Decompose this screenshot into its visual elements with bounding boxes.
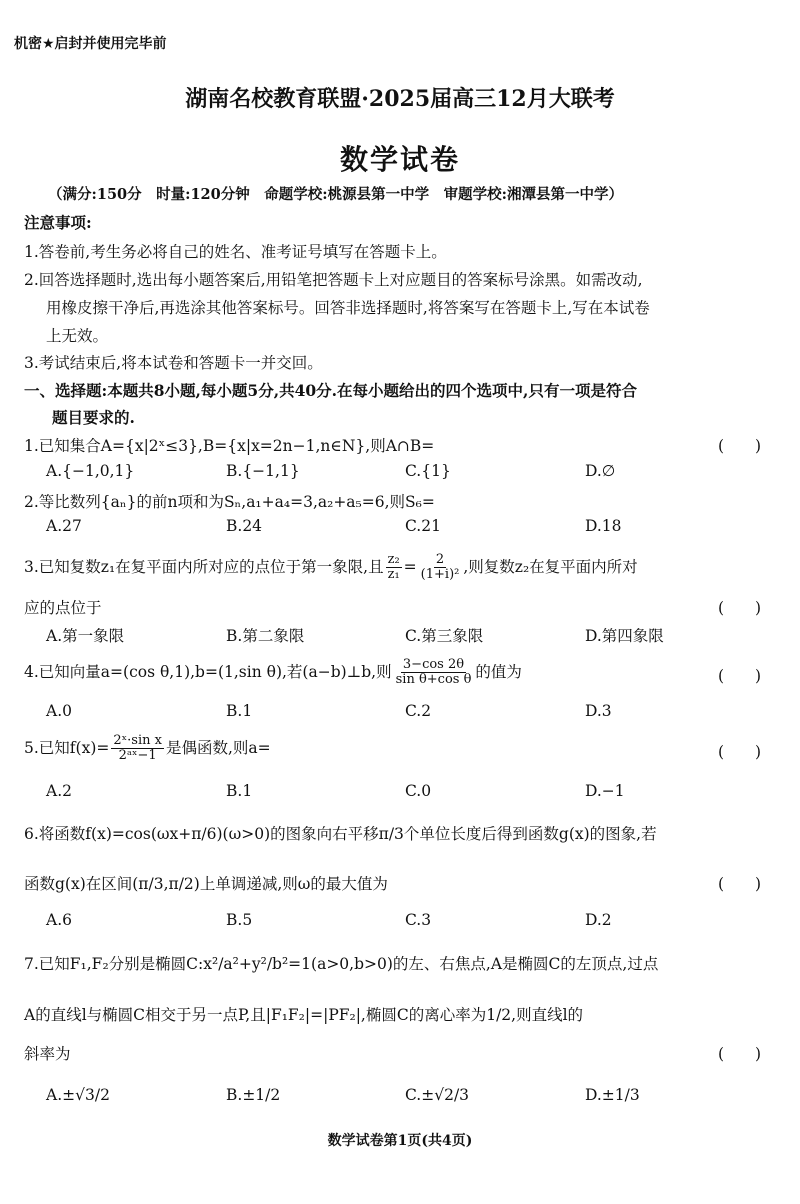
option-c: C.第三象限: [405, 627, 484, 645]
question-stem: 3.已知复数z₁在复平面内所对应的点位于第一象限,且 $\frac{\text{z₂}}{\text{z₁}}$ = $\frac{2}{\text{(1+i)²}}$ ,则复数z₂在复平面内所对: [24, 552, 638, 583]
exam-meta: （满分:150分 时量:120分钟 命题学校:桃源县第一中学 审题学校:湘潭县第一中学）: [48, 186, 623, 203]
question-stem: 6.将函数f(x)=cos(ωx+π/6)(ω>0)的图象向右平移π/3个单位长度后得到函数g(x)的图象,若: [24, 825, 657, 843]
option-a: A.6: [46, 911, 72, 929]
option-b: B.±1/2: [226, 1086, 281, 1104]
notice-item: 上无效。: [46, 327, 109, 345]
section-heading-cont: 题目要求的.: [52, 408, 135, 427]
option-b: B.{−1,1}: [226, 462, 300, 480]
question-stem: 7.已知F₁,F₂分别是椭圆C:x²/a²+y²/b²=1(a>0,b>0)的左、右焦点,A是椭圆C的左顶点,过点: [24, 955, 659, 973]
notice-item: 1.答卷前,考生务必将自己的姓名、准考证号填写在答题卡上。: [24, 243, 447, 261]
option-c: C.0: [405, 782, 432, 800]
option-a: A.0: [46, 702, 72, 720]
answer-paren: ( ): [718, 667, 762, 685]
section-heading: 一、选择题:本题共8小题,每小题5分,共40分.在每小题给出的四个选项中,只有一项是符合: [24, 381, 637, 400]
option-a: A.第一象限: [46, 627, 125, 645]
question-stem: 5.已知f(x)= $\frac{\text{2ˣ·sin x}}{\text{2ᵃˣ−1}}$ 是偶函数,则a=: [24, 733, 271, 764]
notice-item: 3.考试结束后,将本试卷和答题卡一并交回。: [24, 354, 323, 372]
exam-title: 湖南名校教育联盟·2025届高三12月大联考: [185, 86, 615, 112]
question-stem: 1.已知集合A={x|2ˣ≤3},B={x|x=2n−1,n∈N},则A∩B=: [24, 437, 435, 455]
option-d: D.3: [585, 702, 612, 720]
option-c: C.2: [405, 702, 432, 720]
notice-item: 用橡皮擦干净后,再选涂其他答案标号。回答非选择题时,将答案写在答题卡上,写在本试卷: [46, 299, 650, 317]
question-stem: 2.等比数列{aₙ}的前n项和为Sₙ,a₁+a₄=3,a₂+a₅=6,则S₆=: [24, 493, 435, 511]
confidential-label: 机密★启封并使用完毕前: [14, 36, 167, 52]
question-stem: 4.已知向量a=(cos θ,1),b=(1,sin θ),若(a−b)⊥b,则 $\frac{3-\cos 2\theta}{\text{sin θ+cos θ}}$ 的值为: [24, 657, 522, 688]
option-d: D.2: [585, 911, 612, 929]
page-footer: 数学试卷第1页(共4页): [327, 1133, 473, 1149]
subject-title: 数学试卷: [339, 143, 460, 176]
answer-paren: ( ): [718, 875, 762, 893]
option-d: D.第四象限: [585, 627, 664, 645]
question-stem-cont: 斜率为: [24, 1045, 71, 1063]
option-c: C.3: [405, 911, 432, 929]
question-stem-cont: 应的点位于: [24, 599, 102, 617]
answer-paren: ( ): [718, 437, 762, 455]
option-a: A.27: [46, 517, 82, 535]
option-c: C.±√2/3: [405, 1086, 470, 1104]
option-b: B.第二象限: [226, 627, 305, 645]
option-d: D.18: [585, 517, 622, 535]
question-stem-cont: 函数g(x)在区间(π/3,π/2)上单调递减,则ω的最大值为: [24, 875, 388, 893]
option-d: D.−1: [585, 782, 625, 800]
option-a: A.{−1,0,1}: [46, 462, 135, 480]
option-c: C.21: [405, 517, 441, 535]
option-d: D.±1/3: [585, 1086, 640, 1104]
option-d: D.∅: [585, 462, 616, 480]
option-a: A.±√3/2: [46, 1086, 110, 1104]
option-b: B.1: [226, 782, 253, 800]
answer-paren: ( ): [718, 599, 762, 617]
option-a: A.2: [46, 782, 72, 800]
option-b: B.5: [226, 911, 253, 929]
notice-title: 注意事项:: [24, 213, 92, 232]
answer-paren: ( ): [718, 1045, 762, 1063]
option-b: B.1: [226, 702, 253, 720]
answer-paren: ( ): [718, 743, 762, 761]
option-c: C.{1}: [405, 462, 451, 480]
question-stem-cont: A的直线l与椭圆C相交于另一点P,且|F₁F₂|=|PF₂|,椭圆C的离心率为1/2,则直线l的: [24, 1006, 584, 1024]
notice-item: 2.回答选择题时,选出每小题答案后,用铅笔把答题卡上对应题目的答案标号涂黑。如需改动,: [24, 271, 643, 289]
option-b: B.24: [226, 517, 263, 535]
